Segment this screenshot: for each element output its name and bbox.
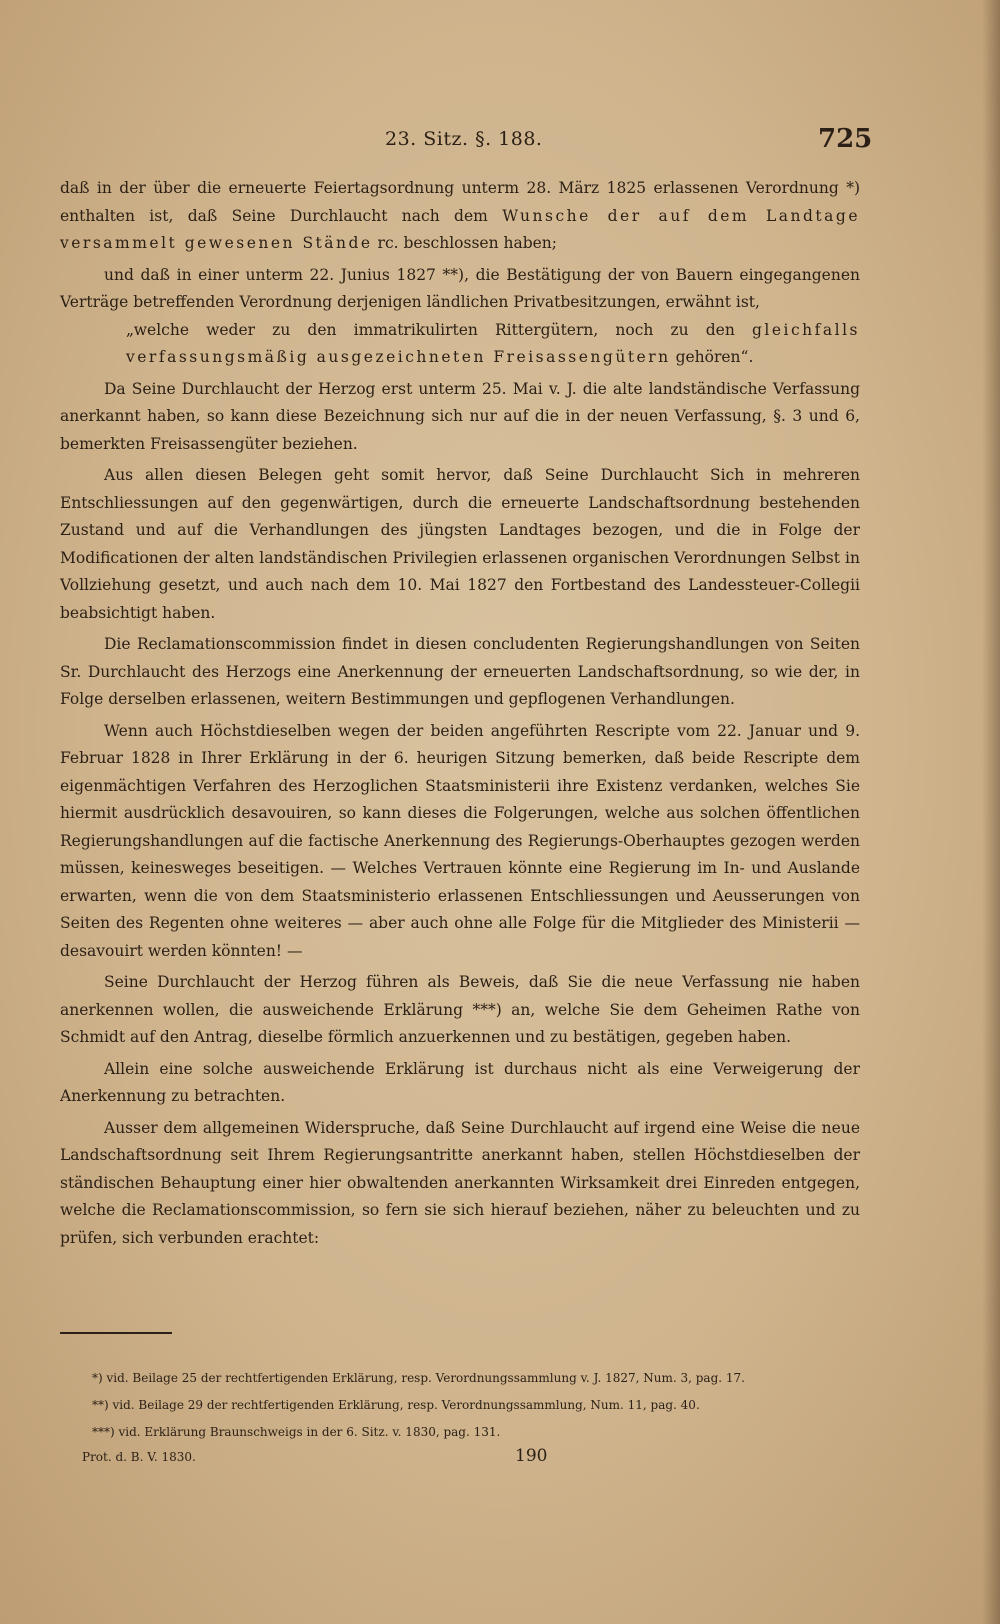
paragraph-5: Die Reclamationscommission findet in diesen concludenten Regierungshandlungen von Seiten Sr. Durchlaucht des Herzogs eine Anerkennung der erneuerten Landschaftsordnung, so wie der, in Folge derselben erlassenen, weitern Bestimmungen und gepflogenen Verhandlungen. (60, 635, 860, 708)
footnote-2: **) vid. Beilage 29 der rechtfertigenden Erklärung, resp. Verordnungssammlung, Num. 11, pag. 40. (92, 1398, 700, 1412)
paragraph-3: Da Seine Durchlaucht der Herzog erst unterm 25. Mai v. J. die alte landständische Verfassung anerkannt haben, so kann diese Bezeichnung sich nur auf die in der neuen Verfassung, §. 3 und 6, bemerkten Freisassengüter beziehen. (60, 379, 860, 453)
quote-end: gehören“. (675, 348, 754, 366)
footnotes (92, 1365, 872, 1446)
quote-spaced-text: gleichfalls verfassungsmäßig ausgezeichneten Freisassengütern (126, 320, 860, 366)
paragraph-9: Ausser dem allgemeinen Widerspruche, daß Seine Durchlaucht auf irgend eine Weise die neue Landschaftsordnung seit Ihrem Regierungsantritte anerkannt haben, stellen Höchstdieselben der ständischen Behauptung einer hier obwaltenden anerkannten Wirksamkeit drei Einreden entgegen, welche die Reclamationscommission, so fern sie sich hierauf beziehen, näher zu beleuchten und zu prüfen, sich verbunden erachtet: (60, 1118, 860, 1247)
paragraph-1 (60, 175, 860, 258)
quote-text: „welche weder zu den immatrikulirten Rittergütern, noch zu den (126, 320, 735, 339)
sheet-number: 190 (515, 1446, 548, 1466)
paragraph-7: Seine Durchlaucht der Herzog führen als Beweis, daß Sie die neue Verfassung nie haben anerkennen wollen, die ausweichende Erklärung ***) an, welche Sie dem Geheimen Rathe von Schmidt auf den Antrag, dieselbe förmlich anzuerkennen und zu bestätigen, gegeben haben. (60, 973, 860, 1046)
paragraph-2-text: und daß in einer unterm 22. Junius 1827 **), die Bestätigung der von Bauern eingegangenen Verträge betreffenden Verordnung derjenigen ländlichen Privatbesitzungen, erwähnt ist, (60, 265, 860, 311)
paragraph-6: Wenn auch Höchstdieselben wegen der beiden angeführten Rescripte vom 22. Januar und 9. Februar 1828 in Ihrer Erklärung in der 6. heurigen Sitzung bemerken, daß beide Rescripte dem eigenmächtigen Verfahren des Herzoglichen Staatsministerii ihre Existenz verdanken, welches Sie hiermit ausdrücklich desavouiren, so kann dieses die Folgerungen, welche aus solchen öffentlichen Regierungshandlungen auf die factische Anerkennung des Regierungs-Oberhauptes gezogen werden müssen, keinesweges beseitigen. — Welches Vertrauen könnte eine Regierung im In- und Auslande erwarten, wenn die von dem Staatsministerio erlassenen Entschliessungen und Aeusserungen von Seiten des Regenten ohne weiteres — aber auch ohne alle Folge für die Mitglieder des Ministerii — desavouirt werden könnten! — (60, 721, 860, 960)
body-text (60, 175, 860, 1256)
paragraph-1-spaced-text: Wunsche der auf dem Landtage versammelt gewesenen Stände (60, 206, 860, 252)
running-head: 23. Sitz. §. 188. (385, 128, 543, 150)
paragraph-1-end: rc. beschlossen haben; (377, 234, 558, 252)
paragraph-8: Allein eine solche ausweichende Erklärung ist durchaus nicht als eine Verweigerung der Anerkennung zu betrachten. (60, 1059, 860, 1105)
paragraph-4: Aus allen diesen Belegen geht somit hervor, daß Seine Durchlaucht Sich in mehreren Entschliessungen auf den gegenwärtigen, durch die erneuerte Landschaftsordnung bestehenden Zustand und auf die Verhandlungen des jüngsten Landtages bezogen, und die in Folge der Modificationen der alten landständischen Privilegien erlassenen organischen Verordnungen Selbst in Vollziehung gesetzt, und auch nach dem 10. Mai 1827 den Fortbestand des Landessteuer-Collegii beabsichtigt haben. (60, 466, 860, 622)
footnote-divider (60, 1332, 172, 1334)
paragraph-2-quote (60, 317, 860, 372)
footnote-3: ***) vid. Erklärung Braunschweigs in der 6. Sitz. v. 1830, pag. 131. (92, 1425, 501, 1439)
paragraph-2 (60, 262, 860, 372)
paragraph-1-text: daß in der über die erneuerte Feiertagsordnung unterm 28. März 1825 erlassenen Verordnung *) enthalten ist, daß Seine Durchlaucht nach dem (60, 179, 860, 225)
page-number: 725 (818, 124, 873, 154)
page-edge-shadow (982, 0, 1000, 1624)
printer-signature: Prot. d. B. V. 1830. (82, 1450, 196, 1464)
footnote-1: *) vid. Beilage 25 der rechtfertigenden Erklärung, resp. Verordnungssammlung v. J. 1827, Num. 3, pag. 17. (92, 1371, 745, 1385)
